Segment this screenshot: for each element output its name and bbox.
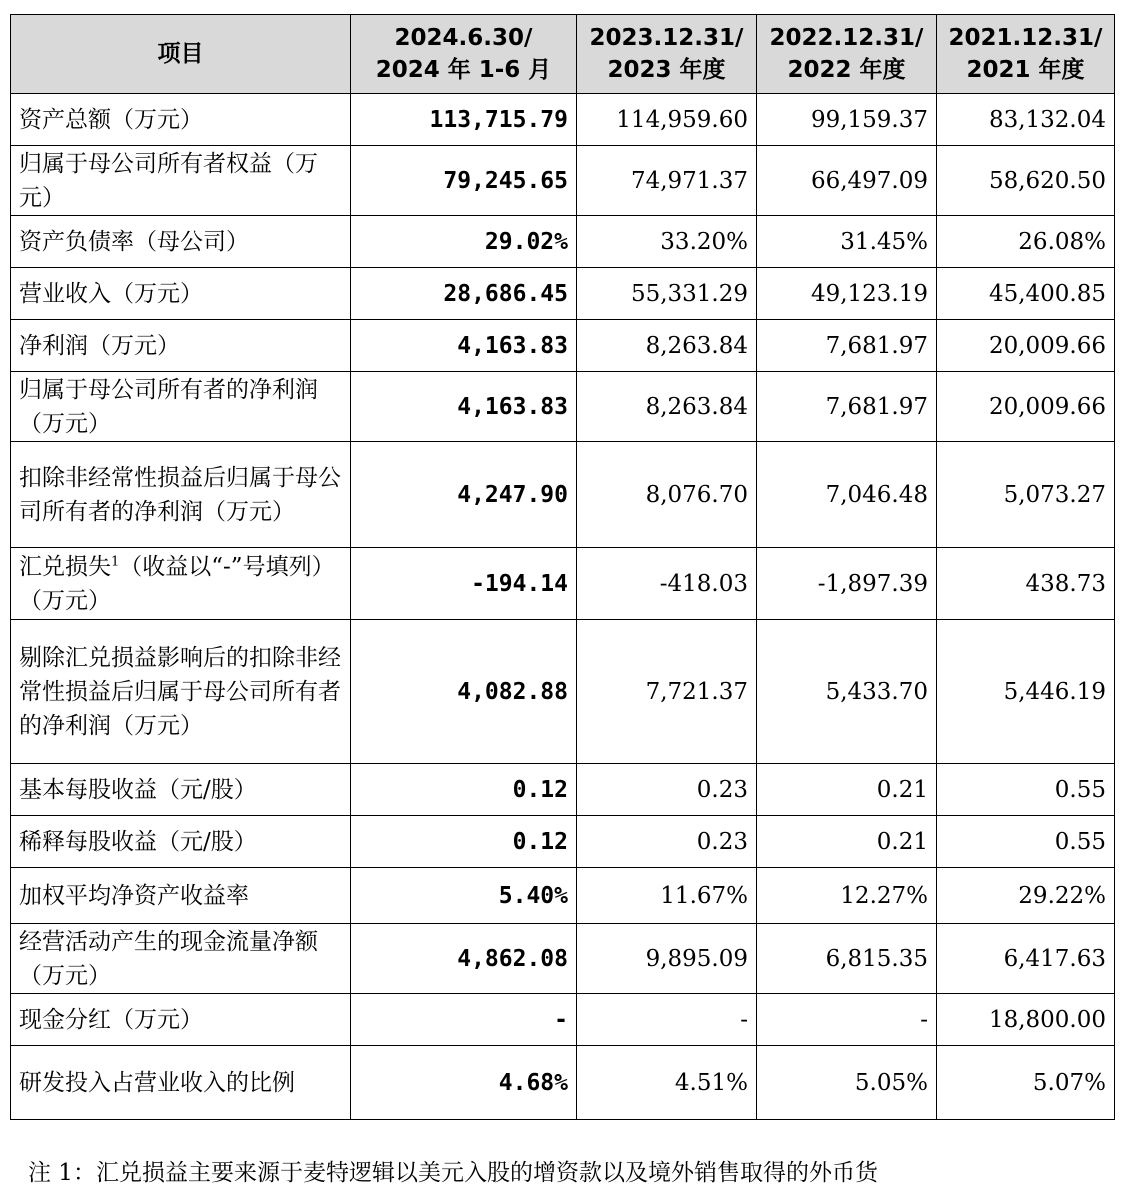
row-label-text: 稀释每股收益（元/股） bbox=[19, 828, 257, 855]
value-2024h1: 4,862.08 bbox=[351, 924, 577, 994]
table-row bbox=[11, 620, 1115, 764]
value-2022: 0.21 bbox=[757, 816, 937, 868]
row-label-text: 加权平均净资产收益率 bbox=[19, 882, 249, 909]
row-label bbox=[11, 268, 351, 320]
row-label-text: 现金分红（万元） bbox=[19, 1006, 203, 1033]
row-label-text: 经营活动产生的现金流量净额（万元） bbox=[19, 928, 318, 989]
row-label-text: 资产负债率（母公司） bbox=[19, 228, 249, 255]
row-label bbox=[11, 216, 351, 268]
value-2024h1: 4,163.83 bbox=[351, 372, 577, 442]
value-2023: 7,721.37 bbox=[577, 620, 757, 764]
table-row bbox=[11, 548, 1115, 620]
value-2024h1: - bbox=[351, 994, 577, 1046]
value-2023: 11.67% bbox=[577, 868, 757, 924]
value-2022: 49,123.19 bbox=[757, 268, 937, 320]
value-2021: 20,009.66 bbox=[937, 320, 1115, 372]
row-label-text: 归属于母公司所有者的净利润（万元） bbox=[19, 376, 318, 437]
value-2022: 66,497.09 bbox=[757, 146, 937, 216]
row-label-text: 资产总额（万元） bbox=[19, 106, 203, 133]
value-2024h1: 29.02% bbox=[351, 216, 577, 268]
value-2022: -1,897.39 bbox=[757, 548, 937, 620]
row-label bbox=[11, 868, 351, 924]
value-2022: 7,681.97 bbox=[757, 372, 937, 442]
financial-summary-table bbox=[10, 14, 1115, 1120]
value-2021: 20,009.66 bbox=[937, 372, 1115, 442]
value-2021: 45,400.85 bbox=[937, 268, 1115, 320]
value-2022: - bbox=[757, 994, 937, 1046]
value-2021: 29.22% bbox=[937, 868, 1115, 924]
value-2021: 0.55 bbox=[937, 816, 1115, 868]
table-row bbox=[11, 268, 1115, 320]
value-2024h1: 4,247.90 bbox=[351, 442, 577, 548]
value-2023: 0.23 bbox=[577, 764, 757, 816]
value-2023: -418.03 bbox=[577, 548, 757, 620]
row-label-text: 扣除非经常性损益后归属于母公司所有者的净利润（万元） bbox=[19, 464, 341, 525]
table-row bbox=[11, 94, 1115, 146]
value-2022: 0.21 bbox=[757, 764, 937, 816]
value-2023: 8,263.84 bbox=[577, 372, 757, 442]
table-row bbox=[11, 816, 1115, 868]
table-row bbox=[11, 320, 1115, 372]
value-2024h1: 0.12 bbox=[351, 816, 577, 868]
value-2021: 0.55 bbox=[937, 764, 1115, 816]
table-header-row bbox=[11, 15, 1115, 94]
value-2023: 8,263.84 bbox=[577, 320, 757, 372]
value-2021: 5,446.19 bbox=[937, 620, 1115, 764]
table-body bbox=[11, 94, 1115, 1120]
value-2024h1: 4,082.88 bbox=[351, 620, 577, 764]
table-row bbox=[11, 994, 1115, 1046]
value-2023: - bbox=[577, 994, 757, 1046]
value-2024h1: 0.12 bbox=[351, 764, 577, 816]
header-2024h1: 2024.6.30/ 2024 年 1-6 月 bbox=[351, 15, 577, 94]
value-2022: 99,159.37 bbox=[757, 94, 937, 146]
value-2021: 438.73 bbox=[937, 548, 1115, 620]
value-2023: 8,076.70 bbox=[577, 442, 757, 548]
header-2023: 2023.12.31/ 2023 年度 bbox=[577, 15, 757, 94]
value-2023: 33.20% bbox=[577, 216, 757, 268]
value-2023: 74,971.37 bbox=[577, 146, 757, 216]
footnote-marker: 1 bbox=[111, 553, 120, 569]
value-2022: 6,815.35 bbox=[757, 924, 937, 994]
value-2022: 7,681.97 bbox=[757, 320, 937, 372]
row-label bbox=[11, 994, 351, 1046]
value-2022: 12.27% bbox=[757, 868, 937, 924]
value-2021: 26.08% bbox=[937, 216, 1115, 268]
table-row bbox=[11, 868, 1115, 924]
value-2021: 18,800.00 bbox=[937, 994, 1115, 1046]
value-2021: 6,417.63 bbox=[937, 924, 1115, 994]
row-label-text: 基本每股收益（元/股） bbox=[19, 776, 257, 803]
row-label bbox=[11, 1046, 351, 1120]
value-2024h1: 5.40% bbox=[351, 868, 577, 924]
value-2021: 58,620.50 bbox=[937, 146, 1115, 216]
row-label bbox=[11, 320, 351, 372]
row-label-suffix: （收益以“-”号填列）（万元） bbox=[19, 553, 335, 614]
value-2023: 55,331.29 bbox=[577, 268, 757, 320]
value-2024h1: 28,686.45 bbox=[351, 268, 577, 320]
value-2022: 5,433.70 bbox=[757, 620, 937, 764]
table-row bbox=[11, 372, 1115, 442]
value-2023: 0.23 bbox=[577, 816, 757, 868]
table-row bbox=[11, 1046, 1115, 1120]
row-label bbox=[11, 442, 351, 548]
value-2022: 31.45% bbox=[757, 216, 937, 268]
header-2022: 2022.12.31/ 2022 年度 bbox=[757, 15, 937, 94]
value-2024h1: 4,163.83 bbox=[351, 320, 577, 372]
row-label bbox=[11, 548, 351, 620]
footnote: 注 1：汇兑损益主要来源于麦特逻辑以美元入股的增资款以及境外销售取得的外币货 bbox=[28, 1160, 878, 1186]
table-row bbox=[11, 764, 1115, 816]
row-label bbox=[11, 146, 351, 216]
value-2021: 5.07% bbox=[937, 1046, 1115, 1120]
value-2022: 7,046.48 bbox=[757, 442, 937, 548]
value-2023: 114,959.60 bbox=[577, 94, 757, 146]
row-label-text: 营业收入（万元） bbox=[19, 280, 203, 307]
table-row bbox=[11, 146, 1115, 216]
header-2021: 2021.12.31/ 2021 年度 bbox=[937, 15, 1115, 94]
row-label bbox=[11, 924, 351, 994]
row-label bbox=[11, 372, 351, 442]
header-item: 项目 bbox=[11, 15, 351, 94]
row-label-text: 研发投入占营业收入的比例 bbox=[19, 1069, 295, 1096]
row-label bbox=[11, 764, 351, 816]
value-2021: 83,132.04 bbox=[937, 94, 1115, 146]
value-2023: 9,895.09 bbox=[577, 924, 757, 994]
row-label-text: 净利润（万元） bbox=[19, 332, 180, 359]
value-2022: 5.05% bbox=[757, 1046, 937, 1120]
table-row bbox=[11, 216, 1115, 268]
row-label-text: 剔除汇兑损益影响后的扣除非经常性损益后归属于母公司所有者的净利润（万元） bbox=[19, 644, 341, 739]
value-2024h1: 4.68% bbox=[351, 1046, 577, 1120]
table-row bbox=[11, 442, 1115, 548]
value-2024h1: 79,245.65 bbox=[351, 146, 577, 216]
row-label bbox=[11, 620, 351, 764]
value-2023: 4.51% bbox=[577, 1046, 757, 1120]
row-label bbox=[11, 816, 351, 868]
row-label-text: 汇兑损失 bbox=[19, 553, 111, 580]
row-label bbox=[11, 94, 351, 146]
value-2024h1: 113,715.79 bbox=[351, 94, 577, 146]
value-2021: 5,073.27 bbox=[937, 442, 1115, 548]
table-row bbox=[11, 924, 1115, 994]
row-label-text: 归属于母公司所有者权益（万元） bbox=[19, 150, 318, 211]
value-2024h1: -194.14 bbox=[351, 548, 577, 620]
